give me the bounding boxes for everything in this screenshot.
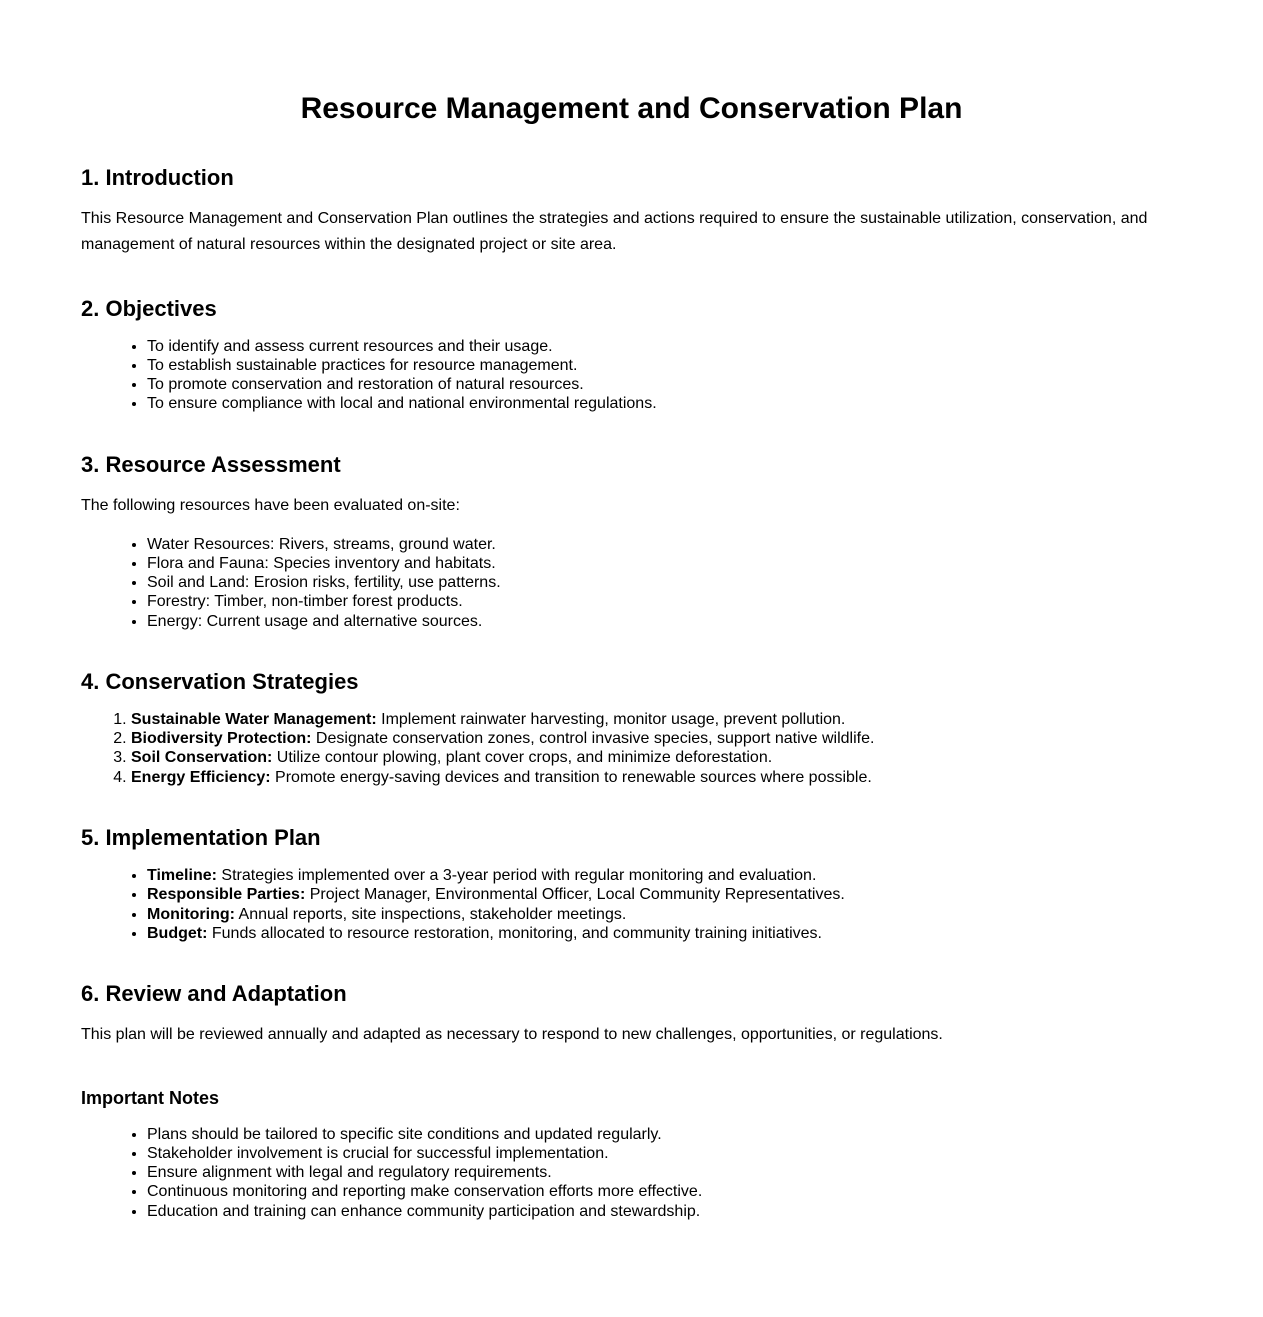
list-item: [131, 710, 1182, 729]
list-item: • Education and training can enhance community participation and stewardship.: [147, 1202, 1182, 1221]
conservation-strategies-list: [81, 710, 1182, 787]
list-item: • Stakeholder involvement is crucial for successful implementation.: [147, 1144, 1182, 1163]
list-item-label: Budget:: [147, 924, 208, 942]
list-item-text: Implement rainwater harvesting, monitor usage, prevent pollution.: [376, 711, 846, 729]
list-item: • Energy: Current usage and alternative sources.: [147, 612, 1182, 631]
section-heading-conservation-strategies: 4. Conservation Strategies: [81, 668, 359, 694]
list-item: • To identify and assess current resources and their usage.: [147, 337, 1182, 356]
list-item-label: Responsible Parties:: [147, 886, 306, 904]
list-item-label: Soil Conservation:: [131, 749, 273, 767]
section-heading-introduction: 1. Introduction: [81, 164, 234, 190]
resource-assessment-list: [81, 535, 1182, 631]
list-item-text: Funds allocated to resource restoration, monitoring, and community training initiatives.: [207, 924, 822, 942]
list-item: [147, 905, 1182, 924]
list-item-label: Energy Efficiency:: [131, 768, 271, 786]
list-item: [147, 885, 1182, 904]
objectives-list: [81, 337, 1182, 414]
list-item-label: Timeline:: [147, 867, 217, 885]
list-item: [131, 768, 1182, 787]
section-heading-resource-assessment: 3. Resource Assessment: [81, 451, 341, 477]
resource-assessment-paragraph: The following resources have been evaluated on-site:: [81, 496, 460, 514]
section-heading-important-notes: Important Notes: [81, 1088, 220, 1109]
section-heading-objectives: 2. Objectives: [81, 295, 217, 321]
section-heading-review-and-adaptation: 6. Review and Adaptation: [81, 980, 347, 1006]
list-item: [147, 866, 1182, 885]
important-notes-list: [81, 1125, 1182, 1221]
list-item-text: Strategies implemented over a 3-year period with regular monitoring and evaluation.: [216, 867, 817, 885]
list-item: • To establish sustainable practices for resource management.: [147, 356, 1182, 375]
list-item: • Soil and Land: Erosion risks, fertility, use patterns.: [147, 573, 1182, 592]
list-item-label: Monitoring:: [147, 905, 235, 923]
list-item-text: Designate conservation zones, control invasive species, support native wildlife.: [311, 730, 875, 748]
list-item-label: Sustainable Water Management:: [131, 711, 377, 729]
list-item-text: Project Manager, Environmental Officer, Local Community Representatives.: [305, 886, 845, 904]
list-item: • Forestry: Timber, non-timber forest products.: [147, 592, 1182, 611]
list-item: • Ensure alignment with legal and regulatory requirements.: [147, 1163, 1182, 1182]
list-item: • Water Resources: Rivers, streams, ground water.: [147, 535, 1182, 554]
list-item-text: Utilize contour plowing, plant cover crops, and minimize deforestation.: [272, 749, 773, 767]
review-and-adaptation-paragraph: This plan will be reviewed annually and adapted as necessary to respond to new challenges, opportunities, or regulations.: [81, 1026, 943, 1044]
page-title: Resource Management and Conservation Plan: [300, 92, 963, 125]
list-item: • Flora and Fauna: Species inventory and habitats.: [147, 554, 1182, 573]
list-item-text: Annual reports, site inspections, stakeholder meetings.: [234, 905, 627, 923]
introduction-paragraph: This Resource Management and Conservation Plan outlines the strategies and actions required to ensure the sustainable utilization, conservation, and management of natural resources within the designated project or site area.: [81, 209, 1148, 253]
list-item: • Continuous monitoring and reporting make conservation efforts more effective.: [147, 1182, 1182, 1201]
list-item: [131, 748, 1182, 767]
list-item-text: Promote energy-saving devices and transition to renewable sources where possible.: [270, 768, 872, 786]
implementation-plan-list: [81, 866, 1182, 943]
section-heading-implementation-plan: 5. Implementation Plan: [81, 824, 321, 850]
list-item: • To promote conservation and restoration of natural resources.: [147, 375, 1182, 394]
list-item-label: Biodiversity Protection:: [131, 730, 312, 748]
list-item: • Plans should be tailored to specific site conditions and updated regularly.: [147, 1125, 1182, 1144]
list-item: [147, 924, 1182, 943]
list-item: • To ensure compliance with local and national environmental regulations.: [147, 394, 1182, 413]
list-item: [131, 729, 1182, 748]
